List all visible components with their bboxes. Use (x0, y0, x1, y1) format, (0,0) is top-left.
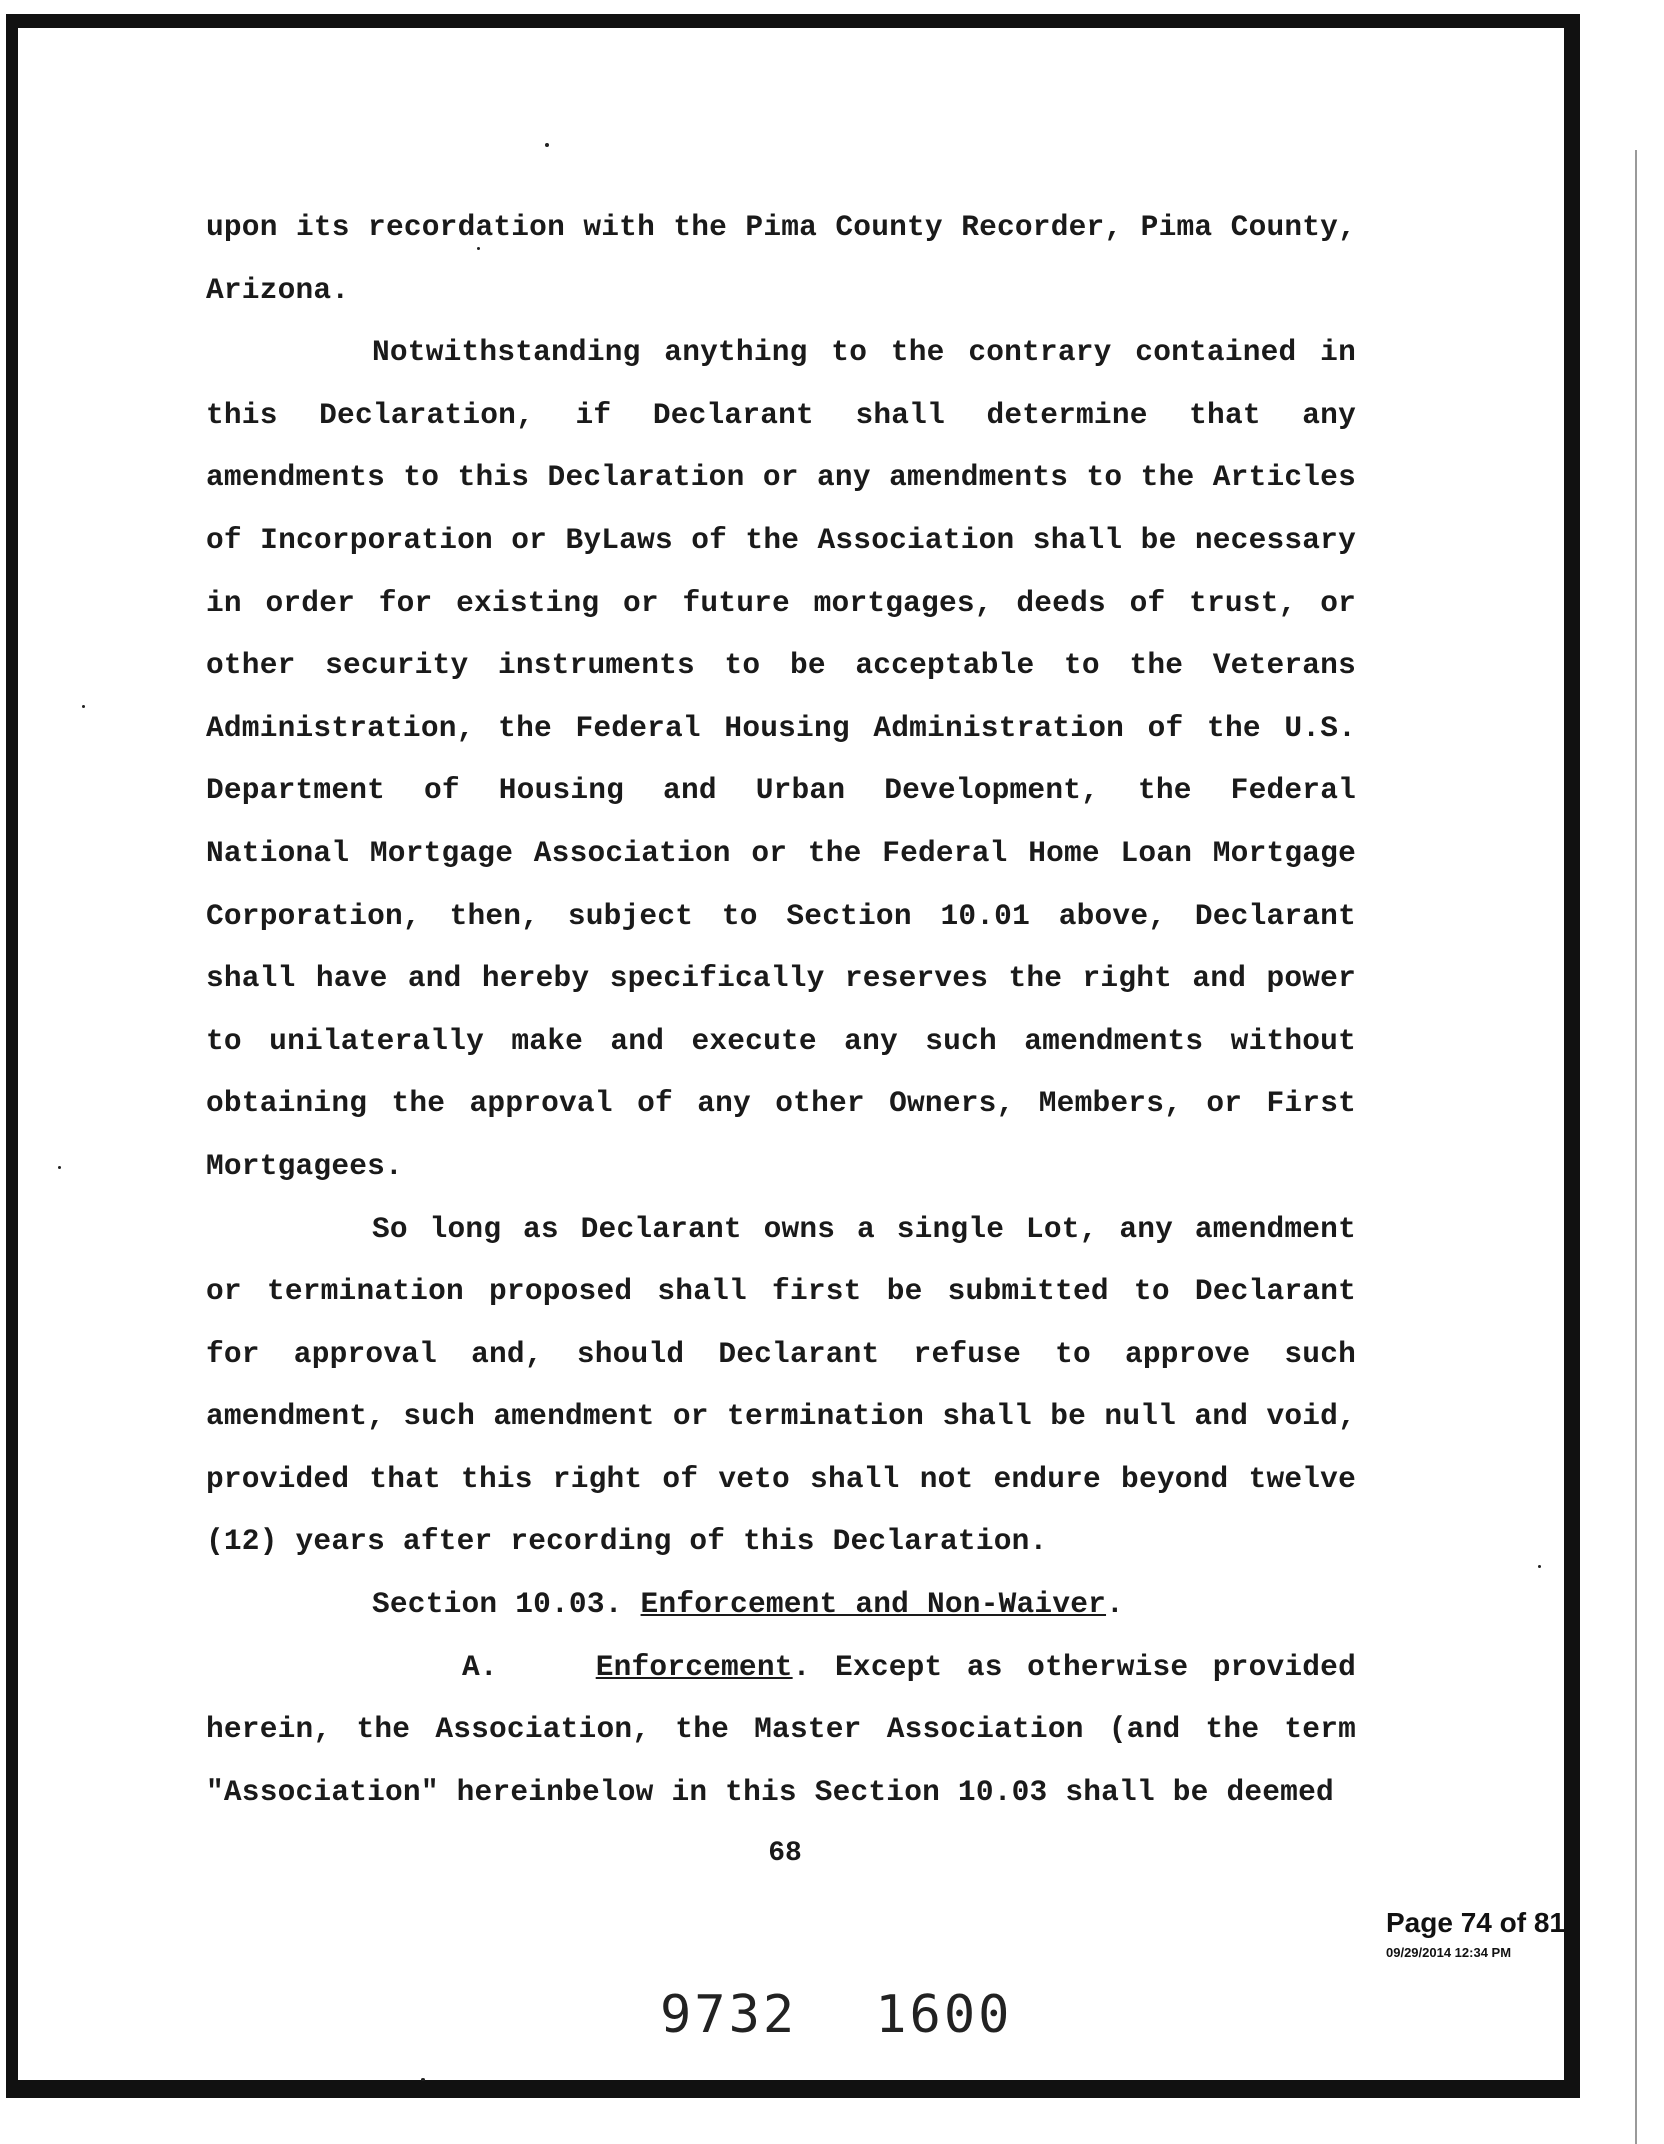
subsection-enforcement (206, 1636, 1356, 1824)
section-period: . (1106, 1587, 1124, 1622)
recording-number (660, 1985, 1012, 2045)
section-number: Section 10.03. (372, 1587, 623, 1622)
subsection-title: Enforcement (595, 1649, 793, 1684)
scan-speck (545, 143, 549, 147)
page-number: 68 (768, 1838, 802, 1869)
paragraph-recordation: upon its recordation with the Pima County Recorder, Pima County, Arizona. (206, 210, 1356, 307)
scan-edge-line (1635, 150, 1637, 2144)
scan-speck (421, 2078, 425, 2081)
scan-speck (58, 1166, 61, 1169)
scan-speck (82, 705, 85, 708)
subsection-label: A. (462, 1649, 498, 1684)
paragraph-amendments: Notwithstanding anything to the contrary contained in this Declaration, if Declarant shall determine that any amendments to this Declaration or any amendments to the Articles of Incorporation or ByLaws of the Association shall be necessary in order for existing or future mortgages, deeds of trust, or other security instruments to be acceptable to the Veterans Administration, the Federal Housing Administration of the U.S. Department of Housing and Urban Development, the Federal National Mortgage Association or the Federal Home Loan Mortgage Corporation, then, subject to Section 10.01 above, Declarant shall have and hereby specifically reserves the right and power to unilaterally make and execute any such amendments without obtaining the approval of any other Owners, Members, or First Mortgagees. (206, 335, 1356, 1183)
recorder-date-stamp: 09/29/2014 12:34 PM (1386, 1945, 1512, 1960)
document-body (206, 196, 1356, 1823)
paragraph-veto: So long as Declarant owns a single Lot, any amendment or termination proposed shall first be submitted to Declarant for approval and, should Declarant refuse to approve such amendment, such amendment or termination shall be null and void, provided that this right of veto shall not endure beyond twelve (12) years after recording of this Declaration. (206, 1211, 1356, 1559)
section-heading (206, 1573, 1356, 1636)
subsection-text: . Except as otherwise provided herein, the Association, the Master Association (and the term "Association" hereinbelow in this Section 10.03 shall be deemed (206, 1649, 1356, 1809)
recording-book: 9732 (660, 1985, 798, 2045)
section-title: Enforcement and Non-Waiver (640, 1587, 1107, 1622)
scan-speck (1538, 1565, 1541, 1568)
recording-page: 1600 (875, 1985, 1013, 2045)
recorder-page-stamp: Page 74 of 81 (1386, 1907, 1565, 1938)
